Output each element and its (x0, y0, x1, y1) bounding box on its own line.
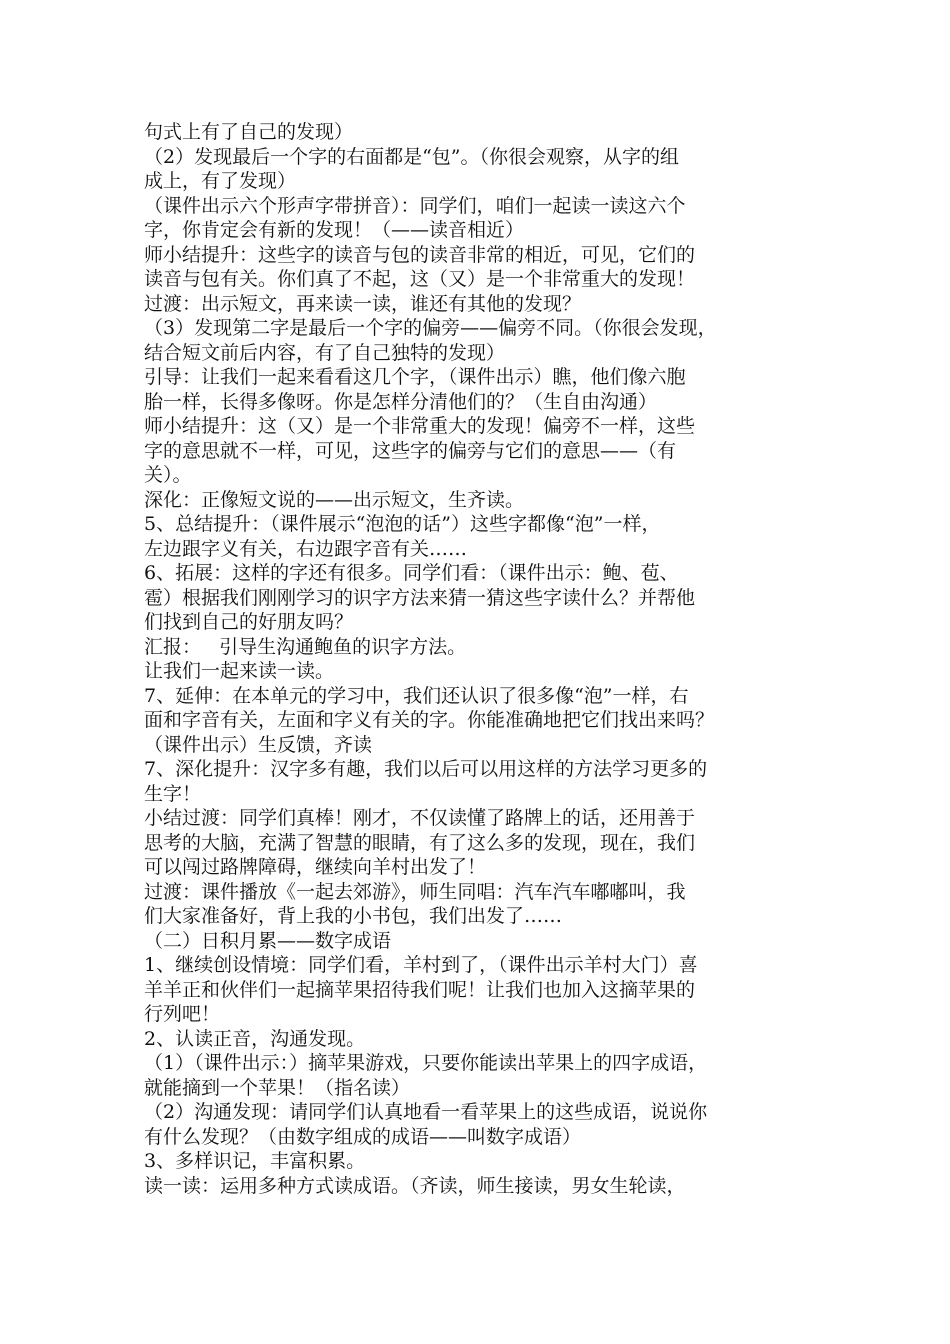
text-line: 师小结提升：这（又）是一个非常重大的发现！偏旁不一样，这些 (144, 415, 696, 437)
text-line: （1）（课件出示：）摘苹果游戏，只要你能读出苹果上的四字成语， (144, 1052, 708, 1074)
text-line: 生字！ (144, 782, 202, 805)
text-line: 面和字音有关，左面和字义有关的字。你能准确地把它们找出来吗？ (144, 709, 715, 731)
text-line: 行列吧！ (144, 1003, 221, 1025)
text-line: 过渡：出示短文，再来读一读，谁还有其他的发现？ (144, 292, 582, 315)
text-line: 们大家准备好，背上我的小书包，我们出发了…… (144, 905, 563, 927)
text-line: 有什么发现？（由数字组成的成语——叫数字成语） (144, 1125, 582, 1148)
text-line: 句式上有了自己的发现） (144, 121, 354, 143)
text-line: 深化：正像短文说的——出示短文，生齐读。 (144, 488, 525, 511)
text-line: 就能摘到一个苹果！（指名读） (144, 1076, 411, 1099)
text-line: 过渡：课件播放《一起去郊游》，师生同唱：汽车汽车嘟嘟叫，我 (144, 880, 686, 903)
text-line: 雹）根据我们刚刚学习的识字方法来猜一猜这些字读什么？并帮他 (144, 586, 696, 609)
text-line: 可以闯过路牌障碍，继续向羊村出发了！ (144, 856, 487, 878)
text-line: 2、认读正音，沟通发现。 (144, 1027, 366, 1050)
text-line: 小结过渡：同学们真棒！刚才，不仅读懂了路牌上的话，还用善于 (144, 807, 696, 829)
text-line: 们找到自己的好朋友吗？ (144, 611, 354, 633)
text-line: 胎一样，长得多像呀。你是怎样分清他们的？（生自由沟通） (144, 390, 658, 413)
text-line: 结合短文前后内容，有了自己独特的发现） (144, 341, 506, 364)
text-line: 羊羊正和伙伴们一起摘苹果招待我们呢！让我们也加入这摘苹果的 (144, 978, 696, 1001)
text-line: 思考的大脑，充满了智慧的眼睛，有了这么多的发现，现在，我们 (144, 831, 696, 854)
text-line: 汇报： 引导生沟通鲍鱼的识字方法。 (144, 635, 467, 658)
text-line: 成上，有了发现） (144, 170, 297, 192)
text-line: 3、多样识记，丰富积累。 (144, 1150, 366, 1172)
text-line: 字的意思就不一样，可见，这些字的偏旁与它们的意思——（有 (144, 439, 677, 462)
text-line: 读音与包有关。你们真了不起，这（又）是一个非常重大的发现！ (144, 268, 696, 290)
text-line: 字，你肯定会有新的发现！（——读音相近） (144, 219, 525, 241)
text-line: （二）日积月累——数字成语 (144, 929, 392, 952)
text-line: 左边跟字义有关，右边跟字音有关…… (144, 537, 468, 560)
text-line: 让我们一起来读一读。 (144, 660, 335, 682)
text-line: 师小结提升：这些字的读音与包的读音非常的相近，可见，它们的 (144, 243, 696, 266)
text-line: 7、延伸：在本单元的学习中，我们还认识了很多像“泡”一样，右 (144, 684, 689, 707)
text-line: 引导：让我们一起来看看这几个字，（课件出示）瞧，他们像六胞 (144, 366, 686, 388)
text-line: 6、拓展：这样的字还有很多。同学们看：（课件出示：鲍、苞、 (144, 562, 679, 584)
text-line: （2）沟通发现：请同学们认真地看一看苹果上的这些成语，说说你 (144, 1101, 708, 1123)
text-line: 关）。 (144, 464, 192, 486)
text-line: （课件出示六个形声字带拼音）：同学们，咱们一起读一读这六个 (144, 194, 686, 217)
document-body (144, 120, 810, 1198)
text-line: （2）发现最后一个字的右面都是“包”。（你很会观察，从字的组 (144, 145, 680, 168)
text-line: （3）发现第二字是最后一个字的偏旁——偏旁不同。（你很会发现， (144, 317, 717, 339)
text-line: （课件出示）生反馈，齐读 (144, 733, 373, 756)
text-line: 1、继续创设情境：同学们看，羊村到了，（课件出示羊村大门）喜 (144, 954, 698, 976)
text-line: 读一读：运用多种方式读成语。（齐读，师生接读，男女生轮读， (144, 1174, 686, 1197)
text-line: 5、总结提升：（课件展示“泡泡的话”）这些字都像“泡”一样， (144, 513, 661, 535)
text-line: 7、深化提升：汉字多有趣，我们以后可以用这样的方法学习更多的 (144, 758, 708, 780)
